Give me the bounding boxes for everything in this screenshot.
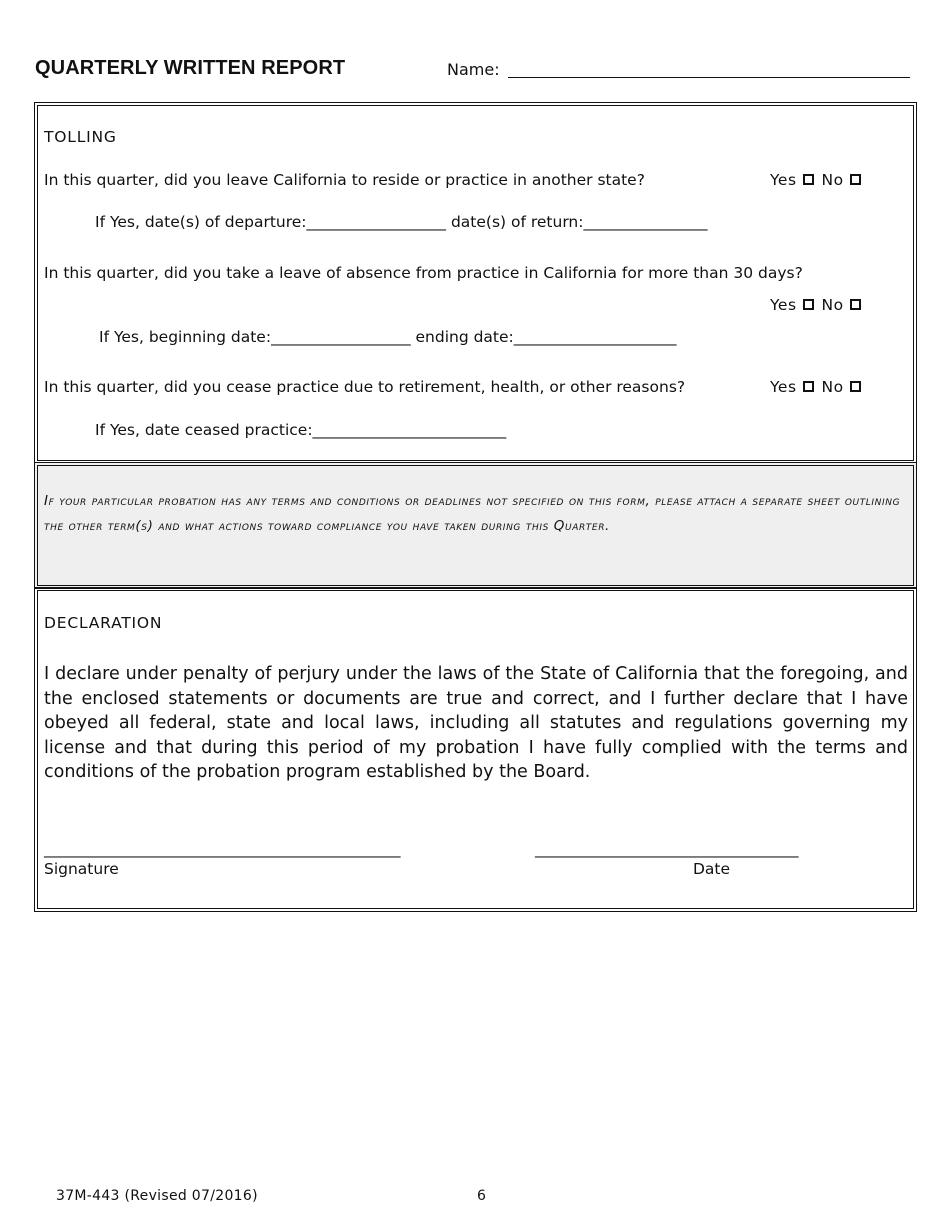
declaration-heading: DECLARATION <box>44 614 163 632</box>
no-label: No <box>821 171 844 189</box>
date-line[interactable]: __________________________________ <box>535 840 799 858</box>
date-label: Date <box>693 860 731 878</box>
date-ceased-practice-field[interactable]: If Yes, date ceased practice:_________________________ <box>95 421 507 439</box>
tolling-section <box>34 102 917 464</box>
no-checkbox[interactable] <box>850 381 861 392</box>
departure-return-dates-field[interactable]: If Yes, date(s) of departure:__________________ date(s) of return:________________ <box>95 213 708 231</box>
declaration-text: I declare under penalty of perjury under the laws of the State of California that the foregoing, and the enclosed statements or documents are true and correct, and I further declare that I have obeyed all federal, state and local laws, including all statutes and regulations governing my license and that during this period of my probation I have fully complied with the terms and conditions of the probation program established by the Board. <box>44 664 908 783</box>
yes-checkbox[interactable] <box>803 381 814 392</box>
yes-checkbox[interactable] <box>803 299 814 310</box>
no-checkbox[interactable] <box>850 174 861 185</box>
answer-group-q3 <box>770 378 861 396</box>
yes-label: Yes <box>770 296 797 314</box>
tolling-heading: TOLLING <box>44 128 117 146</box>
yes-checkbox[interactable] <box>803 174 814 185</box>
answer-group-q2 <box>770 296 861 314</box>
no-label: No <box>821 378 844 396</box>
question-leave-california: In this quarter, did you leave California to reside or practice in another state? <box>44 171 645 189</box>
answer-group-q1 <box>770 171 861 189</box>
name-input-line[interactable] <box>508 77 910 78</box>
name-label: Name: <box>447 60 500 79</box>
beginning-ending-dates-field[interactable]: If Yes, beginning date:__________________ ending date:_____________________ <box>99 328 677 346</box>
report-title: QUARTERLY WRITTEN REPORT <box>35 57 346 79</box>
no-checkbox[interactable] <box>850 299 861 310</box>
declaration-section <box>34 587 917 912</box>
question-cease-practice: In this quarter, did you cease practice due to retirement, health, or other reasons? <box>44 378 686 396</box>
yes-label: Yes <box>770 171 797 189</box>
page-number: 6 <box>477 1188 487 1204</box>
yes-label: Yes <box>770 378 797 396</box>
question-leave-of-absence: In this quarter, did you take a leave of absence from practice in California for more than 30 days? <box>44 264 803 282</box>
signature-line[interactable]: ______________________________________________ <box>44 840 401 858</box>
form-id: 37M-443 (Revised 07/2016) <box>56 1188 258 1204</box>
additional-terms-note-section <box>34 462 917 589</box>
additional-terms-note: If your particular probation has any terms and conditions or deadlines not specified on this form, please attach a separate sheet outlining the other term(s) and what actions toward compliance you have taken during this Quarter. <box>44 493 901 534</box>
no-label: No <box>821 296 844 314</box>
signature-label: Signature <box>44 860 119 878</box>
